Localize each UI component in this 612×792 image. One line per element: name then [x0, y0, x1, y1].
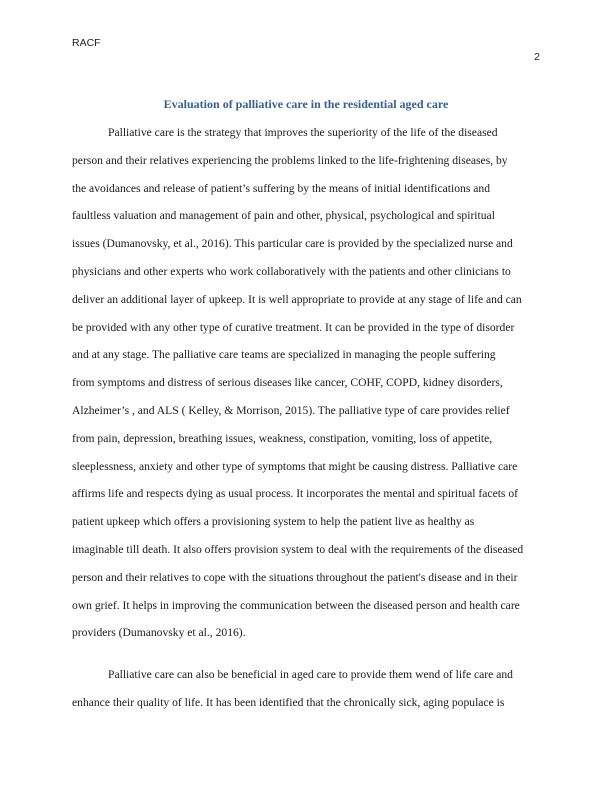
paragraph-line: Palliative care can also be beneficial in aged care to provide them wend of life care and	[108, 668, 513, 682]
paragraph-line: imaginable till death. It also offers provision system to deal with the requirements of the diseased	[72, 542, 524, 556]
document-title: Evaluation of palliative care in the residential aged care	[163, 97, 449, 111]
paragraph-line: providers (Dumanovsky et al., 2016).	[72, 626, 246, 640]
paragraph-line: and at any stage. The palliative care teams are specialized in managing the people suffering	[72, 348, 496, 362]
paragraph-line: Palliative care is the strategy that improves the superiority of the life of the diseased	[108, 126, 498, 139]
paragraph-spacer	[72, 647, 540, 661]
paragraph-line: Alzheimer’s , and ALS ( Kelley, & Morrison, 2015). The palliative type of care provides relief	[72, 403, 510, 417]
paragraph-line: physicians and other experts who work collaboratively with the patients and other clinicians to	[72, 264, 511, 278]
paragraph-line: person and their relatives experiencing the problems linked to the life-frightening diseases, by	[72, 153, 508, 167]
paragraph-line: patient upkeep which offers a provisioning system to help the patient live as healthy as	[72, 515, 475, 529]
paragraph-line: sleeplessness, anxiety and other type of symptoms that might be causing distress. Palliative care	[72, 459, 518, 473]
paragraph-line: from pain, depression, breathing issues, weakness, constipation, vomiting, loss of appetite,	[72, 431, 493, 445]
paragraph-1	[72, 119, 540, 647]
paragraph-line: deliver an additional layer of upkeep. It is well appropriate to provide at any stage of life and can	[72, 292, 522, 306]
paragraph-line: the avoidances and release of patient’s suffering by the means of initial identifications and	[72, 181, 490, 195]
paragraph-line: affirms life and respects dying as usual process. It incorporates the mental and spiritual facets of	[72, 487, 519, 501]
page-number: 2	[534, 51, 540, 63]
paragraph-line: from symptoms and distress of serious diseases like cancer, COHF, COPD, kidney disorders,	[72, 376, 503, 390]
paragraph-line: person and their relatives to cope with the situations throughout the patient's disease and in their	[72, 570, 518, 584]
body-text	[72, 119, 540, 717]
paragraph-line: faultless valuation and management of pain and other, physical, psychological and spiritual	[72, 209, 495, 223]
paragraph-line: enhance their quality of life. It has been identified that the chronically sick, aging populace is	[72, 695, 505, 709]
paragraph-line: be provided with any other type of curative treatment. It can be provided in the type of disorder	[72, 320, 515, 334]
paragraph-line: issues (Dumanovsky, et al., 2016). This particular care is provided by the specialized nurse and	[72, 237, 513, 251]
paragraph-2	[72, 661, 540, 717]
paragraph-line: own grief. It helps in improving the communication between the diseased person and health care	[72, 598, 520, 612]
running-head: RACF	[72, 37, 101, 49]
